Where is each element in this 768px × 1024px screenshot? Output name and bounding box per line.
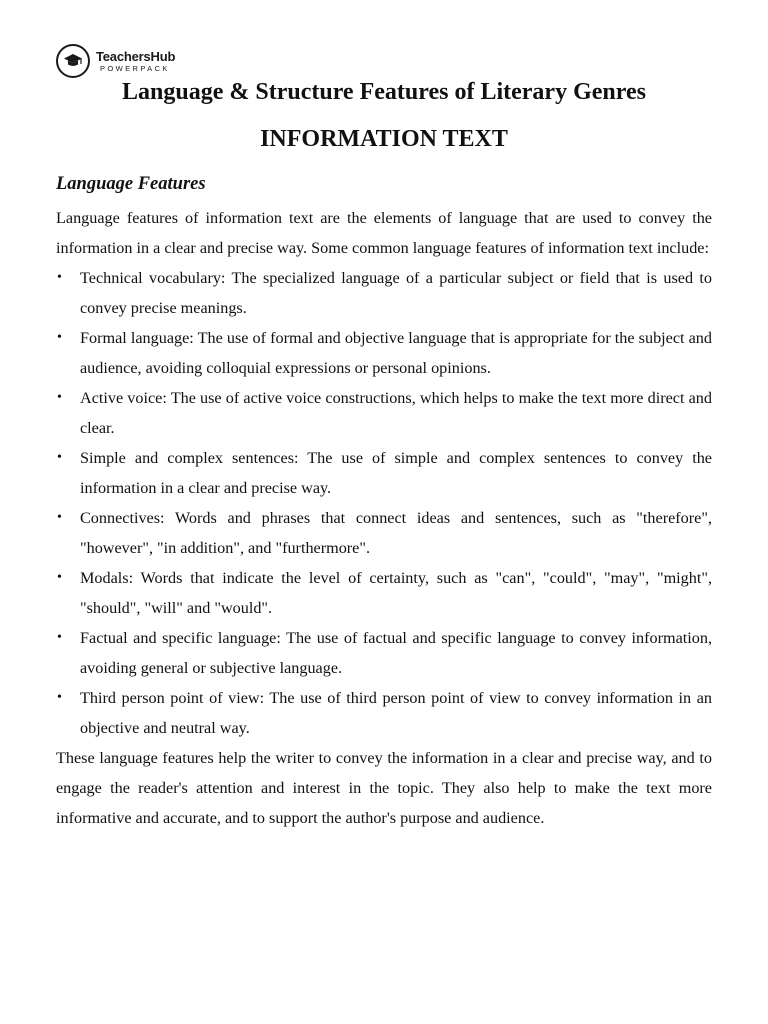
section-body [56, 203, 712, 833]
logo-subtitle: POWERPACK [100, 63, 170, 73]
bullet-icon: • [57, 390, 62, 405]
list-item-text: Factual and specific language: The use of factual and specific language to convey information, avoiding general or subjective language. [80, 629, 712, 677]
list-item-text: Simple and complex sentences: The use of simple and complex sentences to convey the information in a clear and precise way. [80, 449, 712, 497]
list-item-text: Third person point of view: The use of third person point of view to convey information in an objective and neutral way. [80, 689, 712, 737]
teachershub-logo [56, 44, 175, 78]
conclusion-paragraph: These language features help the writer to convey the information in a clear and precise way, and to engage the reader's attention and interest in the topic. They also help to make the text more informative and accurate, and to support the author's purpose and audience. [56, 749, 712, 827]
bullet-icon: • [57, 330, 62, 345]
list-item-text: Technical vocabulary: The specialized language of a particular subject or field that is used to convey precise meanings. [80, 269, 712, 317]
graduation-cap-icon [56, 44, 90, 78]
list-item [56, 263, 712, 323]
list-item [56, 563, 712, 623]
list-item-text: Modals: Words that indicate the level of certainty, such as "can", "could", "may", "might", "should", "will" and "would". [80, 569, 712, 617]
bullet-icon: • [57, 570, 62, 585]
document-subtitle: INFORMATION TEXT [260, 126, 508, 152]
list-item [56, 383, 712, 443]
list-item-text: Active voice: The use of active voice constructions, which helps to make the text more direct and clear. [80, 389, 712, 437]
list-item [56, 623, 712, 683]
bullet-icon: • [57, 450, 62, 465]
bullet-icon: • [57, 630, 62, 645]
list-item [56, 323, 712, 383]
list-item [56, 683, 712, 743]
document-title: Language & Structure Features of Literary Genres [122, 79, 646, 105]
bullet-icon: • [57, 510, 62, 525]
feature-list [56, 263, 712, 743]
intro-paragraph: Language features of information text are the elements of language that are used to convey the information in a clear and precise way. Some common language features of information text include: [56, 209, 712, 257]
list-item [56, 443, 712, 503]
section-heading: Language Features [56, 174, 206, 194]
list-item-text: Connectives: Words and phrases that connect ideas and sentences, such as "therefore", "however", "in addition", and "furthermore". [80, 509, 712, 557]
list-item [56, 503, 712, 563]
bullet-icon: • [57, 690, 62, 705]
bullet-icon: • [57, 270, 62, 285]
list-item-text: Formal language: The use of formal and objective language that is appropriate for the subject and audience, avoiding colloquial expressions or personal opinions. [80, 329, 712, 377]
logo-name: TeachersHub [96, 48, 176, 64]
